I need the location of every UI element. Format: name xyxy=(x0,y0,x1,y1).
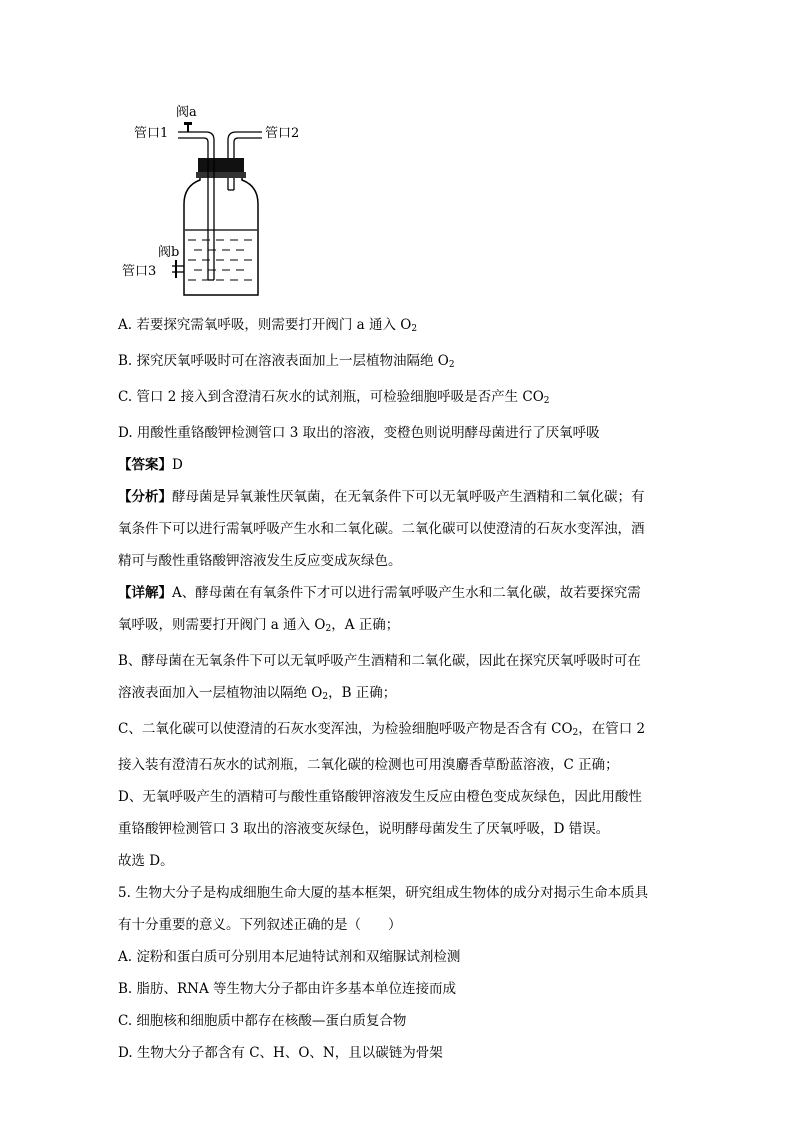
detail-label: 【详解】 xyxy=(118,585,172,601)
short-tube xyxy=(228,132,262,158)
q4-option-a: A. 若要探究需氧呼吸，则需要打开阀门 a 通入 $O_2$ xyxy=(118,317,418,334)
bottle-outline xyxy=(184,170,258,295)
label-port2: 管口2 xyxy=(265,126,300,141)
label-port1: 管口1 xyxy=(134,126,169,141)
answer-value: D xyxy=(172,457,183,473)
q4-detail: 【详解】A、酵母菌在有氧条件下才可以进行需氧呼吸产生水和二氧化碳，故若要探究需 氧呼吸，则需要打开阀门 a 通入 $O_2$，A 正确； B、酵母菌在无氧条件下可以无氧呼吸产生酒精和二氧化碳，因此在探究厌氧呼吸时可在 溶液表面加入一层植物油以隔绝 $O_2$，B 正确； C、二氧化碳可以使澄清的石灰水变浑浊，为检验细胞呼吸产物是否含有 $CO_2$，在管口 2 接入装有澄清石灰水的试剂瓶，二氧化碳的检测也可用溴麝香草酚蓝溶液，C 正确； D、无氧呼吸产生的酒精可与酸性重铬酸钾溶液发生反应由橙色变成灰绿色，因此用酸性 重铬酸钾检测管口 3 取出的溶液变灰绿色，说明酵母菌发生了厌氧呼吸，D 错误。 xyxy=(118,585,646,837)
q5-option-a: A. 淀粉和蛋白质可分别用本尼迪特试剂和双缩脲试剂检测 xyxy=(118,949,461,965)
q4-answer xyxy=(118,449,678,481)
q4-analysis: 【分析】酵母菌是异氧兼性厌氧菌，在无氧条件下可以无氧呼吸产生酒精和二氧化碳；有 氧条件下可以进行需氧呼吸产生水和二氧化碳。二氧化碳可以使澄清的石灰水变浑浊，酒 精可与酸性重铬酸钾溶液发生反应变成灰绿色。 xyxy=(118,489,645,569)
label-port3: 管口3 xyxy=(122,264,157,279)
document-body xyxy=(118,309,678,1069)
label-valve-b: 阀b xyxy=(158,245,180,260)
answer-label: 【答案】 xyxy=(118,457,172,473)
gas-bottle-drawing xyxy=(118,100,318,300)
rubber-stopper xyxy=(198,158,244,172)
q4-option-c: C. 管口 2 接入到含澄清石灰水的试剂瓶，可检验细胞呼吸是否产生 $CO_2$ xyxy=(118,389,550,406)
apparatus-diagram xyxy=(118,100,318,300)
q4-conclusion: 故选 D。 xyxy=(118,853,174,869)
analysis-label: 【分析】 xyxy=(118,489,172,505)
q5-option-c: C. 细胞核和细胞质中都存在核酸—蛋白质复合物 xyxy=(118,1013,407,1029)
q5-stem: 5. 生物大分子是构成细胞生命大厦的基本框架，研究组成生物体的成分对揭示生命本质具 有十分重要的意义。下列叙述正确的是（ ） xyxy=(118,885,649,933)
stopper-collar xyxy=(196,172,246,178)
q5-option-d: D. 生物大分子都含有 C、H、O、N，且以碳链为骨架 xyxy=(118,1045,443,1061)
q5-option-b: B. 脂肪、RNA 等生物大分子都由许多基本单位连接而成 xyxy=(118,981,457,997)
liquid-surface xyxy=(188,240,252,280)
q4-option-b: B. 探究厌氧呼吸时可在溶液表面加上一层植物油隔绝 $O_2$ xyxy=(118,353,455,370)
q4-option-d: D. 用酸性重铬酸钾检测管口 3 取出的溶液，变橙色则说明酵母菌进行了厌氧呼吸 xyxy=(118,425,600,441)
label-valve-a: 阀a xyxy=(176,105,197,120)
